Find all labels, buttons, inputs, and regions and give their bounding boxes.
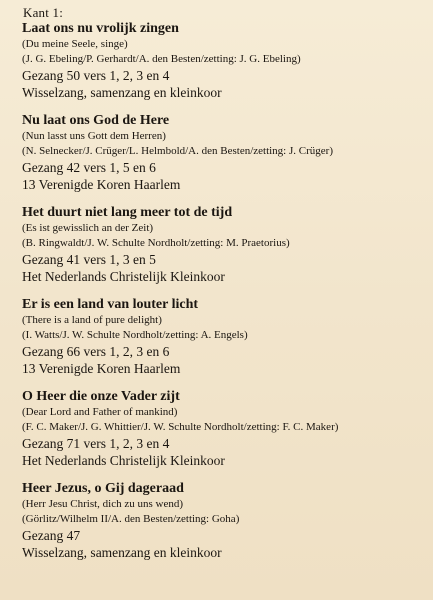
track-performer: Wisselzang, samenzang en kleinkoor: [22, 545, 222, 560]
track-title: Heer Jezus, o Gij dageraad: [22, 481, 184, 496]
track-credits: (B. Ringwaldt/J. W. Schulte Nordholt/zetting: M. Praetorius): [22, 237, 290, 249]
track-performer: 13 Verenigde Koren Haarlem: [22, 177, 181, 192]
track-credits: (I. Watts/J. W. Schulte Nordholt/zetting: A. Engels): [22, 329, 248, 341]
track-5: [22, 389, 425, 469]
track-original-title: (Es ist gewisslich an der Zeit): [22, 222, 154, 234]
track-verses: Gezang 66 vers 1, 2, 3 en 6: [22, 344, 170, 359]
track-3: [22, 205, 425, 285]
track-performer: Het Nederlands Christelijk Kleinkoor: [22, 453, 225, 468]
track-title: Er is een land van louter licht: [22, 297, 199, 312]
track-title: O Heer die onze Vader zijt: [22, 389, 180, 404]
track-6: [22, 481, 425, 561]
track-original-title: (Nun lasst uns Gott dem Herren): [22, 130, 166, 142]
track-verses: Gezang 42 vers 1, 5 en 6: [22, 160, 156, 175]
track-4: [22, 297, 425, 377]
track-performer: Het Nederlands Christelijk Kleinkoor: [22, 269, 225, 284]
track-title: Nu laat ons God de Here: [22, 113, 170, 128]
track-credits: (N. Selnecker/J. Crüger/L. Helmbold/A. den Besten/zetting: J. Crüger): [22, 145, 333, 157]
track-performer: 13 Verenigde Koren Haarlem: [22, 361, 181, 376]
track-1: [22, 21, 425, 101]
track-title: Laat ons nu vrolijk zingen: [22, 21, 179, 36]
track-original-title: (Du meine Seele, singe): [22, 38, 128, 50]
track-original-title: (There is a land of pure delight): [22, 314, 162, 326]
track-original-title: (Herr Jesu Christ, dich zu uns wend): [22, 498, 183, 510]
track-performer: Wisselzang, samenzang en kleinkoor: [22, 85, 222, 100]
track-verses: Gezang 50 vers 1, 2, 3 en 4: [22, 68, 170, 83]
track-original-title: (Dear Lord and Father of mankind): [22, 406, 178, 418]
track-2: [22, 113, 425, 193]
track-verses: Gezang 71 vers 1, 2, 3 en 4: [22, 436, 170, 451]
side-label: Kant 1:: [23, 5, 64, 20]
track-verses: Gezang 41 vers 1, 3 en 5: [22, 252, 156, 267]
track-verses: Gezang 47: [22, 528, 81, 543]
track-credits: (F. C. Maker/J. G. Whittier/J. W. Schulte Nordholt/zetting: F. C. Maker): [22, 421, 339, 433]
track-credits: (J. G. Ebeling/P. Gerhardt/A. den Besten/zetting: J. G. Ebeling): [22, 53, 301, 65]
track-title: Het duurt niet lang meer tot de tijd: [22, 205, 233, 220]
track-credits: (Görlitz/Wilhelm II/A. den Besten/zetting: Goha): [22, 513, 240, 525]
